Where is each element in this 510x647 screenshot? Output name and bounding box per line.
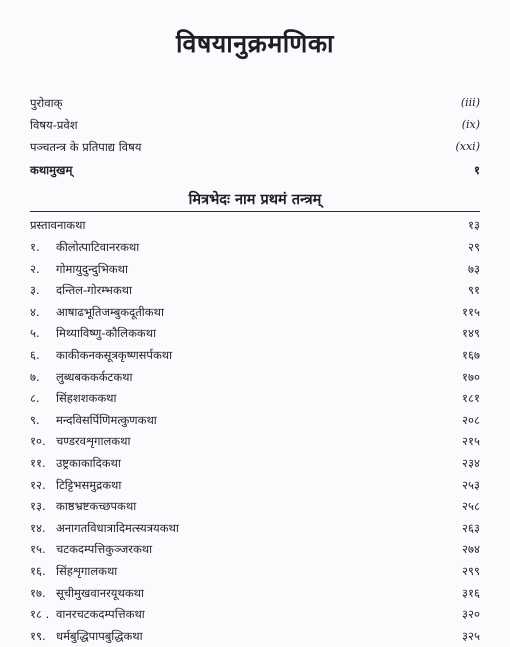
toc-entry[interactable] — [30, 388, 480, 408]
toc-entry-page: २१५ — [462, 434, 480, 449]
toc-entry[interactable] — [30, 345, 480, 365]
toc-entry-page: १६७ — [462, 348, 480, 362]
toc-entry-page: (xxi) — [455, 140, 480, 153]
toc-entry-label: अनागतविधात्रादिमत्स्यत्रयकथा — [56, 520, 179, 535]
toc-entry[interactable] — [30, 259, 480, 279]
toc-entry-page: २०८ — [462, 412, 480, 427]
toc-entry-page: २३४ — [462, 456, 480, 470]
toc-entry-page: २९९ — [462, 564, 480, 578]
toc-entry-label: कीलोत्पाटिवानरकथा — [56, 240, 140, 254]
toc-entry-page: २९ — [468, 240, 480, 254]
toc-entry-page: ३२५ — [462, 628, 480, 643]
toc-entry[interactable] — [30, 410, 480, 430]
toc-entry-page: ७३ — [468, 261, 480, 276]
toc-entry-label: वानरचटकदम्पत्तिकथा — [56, 607, 145, 622]
toc-entry-page: (ix) — [461, 118, 480, 131]
toc-entry-label: लुब्धबककर्कटकथा — [56, 369, 133, 384]
toc-entry-label: प्रस्तावनाकथा — [30, 218, 86, 232]
toc-entry-label: दन्तिल-गोरम्भकथा — [56, 283, 132, 298]
toc-entry-number: ६. — [30, 348, 40, 362]
toc-entry-label: काष्ठभ्रष्टकच्छपकथा — [56, 499, 137, 514]
toc-entry-page: १८१ — [462, 391, 480, 406]
toc-entry[interactable] — [30, 583, 480, 603]
toc-entry-page: ३२० — [462, 607, 480, 622]
toc-entry-number: ५. — [30, 326, 40, 341]
toc-entry-label: सिंहशशककथा — [56, 391, 117, 406]
toc-entry-label: कथामुखम् — [30, 163, 73, 177]
toc-entry-label: धर्मबुद्धिपापबुद्धिकथा — [56, 628, 143, 643]
toc-entry-page: २५३ — [462, 477, 480, 492]
toc-entry[interactable] — [30, 302, 480, 322]
toc-entry-label: काकीकनकसूत्रकृष्णसर्पकथा — [56, 348, 173, 362]
toc-entry-number: १२. — [30, 477, 46, 492]
toc-entry-page: ११५ — [462, 304, 480, 319]
toc-entry[interactable] — [30, 93, 480, 113]
toc-entry-label: मन्दविसर्पिणिमत्कुणकथा — [56, 412, 157, 427]
toc-entry-page: २५८ — [462, 499, 480, 514]
toc-entry[interactable] — [30, 367, 480, 387]
toc-entry-label: विषय-प्रवेश — [30, 118, 78, 132]
toc-entry[interactable] — [30, 431, 480, 451]
toc-entry[interactable] — [30, 626, 480, 646]
toc-entry-label: सिंहशृगालकथा — [56, 564, 118, 578]
page-title: विषयानुक्रमणिका — [175, 29, 335, 58]
toc-entry[interactable] — [30, 160, 480, 180]
section-divider — [30, 211, 480, 212]
toc-entry[interactable] — [30, 237, 480, 257]
toc-entry-page: २६३ — [462, 520, 480, 535]
toc-entry[interactable] — [30, 496, 480, 516]
toc-entry-number: ८. — [30, 391, 40, 406]
toc-entry-label: गोमायुदुन्दुभिकथा — [56, 261, 128, 276]
toc-entry-label: पुरोवाक् — [30, 96, 63, 110]
toc-entry-number: १८ . — [30, 607, 50, 622]
toc-entry-number: ४. — [30, 304, 40, 319]
toc-entry-page: १३ — [468, 218, 480, 232]
toc-entry-label: टिट्टिभसमुद्रकथा — [56, 477, 122, 492]
toc-entry-number: ७. — [30, 369, 40, 384]
section-heading: मित्रभेदः नाम प्रथमं तन्त्रम् — [188, 192, 322, 208]
toc-entry-number: ९. — [30, 412, 40, 427]
toc-entry-page: ९१ — [468, 283, 480, 298]
toc-entry-number: २. — [30, 261, 40, 276]
toc-entry-number: ३. — [30, 283, 40, 298]
toc-entry-number: १३. — [30, 499, 46, 514]
toc-entry[interactable] — [30, 453, 480, 473]
toc-entry-number: १. — [30, 240, 40, 254]
toc-entry-label: उष्ट्रकाकादिकथा — [56, 456, 121, 470]
toc-entry[interactable] — [30, 539, 480, 559]
toc-entry-number: १४. — [30, 520, 46, 535]
toc-entry[interactable] — [30, 323, 480, 343]
toc-entry[interactable] — [30, 115, 480, 135]
toc-entry[interactable] — [30, 215, 480, 235]
toc-entry-label: आषाढभूतिजम्बुकदूतीकथा — [56, 304, 164, 319]
toc-entry-label: चटकदम्पत्तिकुञ्जरकथा — [56, 542, 153, 557]
toc-entry[interactable] — [30, 280, 480, 300]
toc-entry-page: २७४ — [462, 542, 480, 557]
toc-entry-number: ११. — [30, 456, 46, 470]
toc-entry[interactable] — [30, 604, 480, 624]
toc-entry-page: ३१६ — [462, 585, 480, 600]
toc-entry[interactable] — [30, 518, 480, 538]
toc-entry-number: १०. — [30, 434, 46, 449]
toc-entry-page: (iii) — [460, 96, 480, 109]
toc-entry[interactable] — [30, 561, 480, 581]
toc-entry-page: १ — [474, 163, 480, 177]
toc-entry-number: १९. — [30, 628, 46, 643]
toc-entry[interactable] — [30, 137, 480, 157]
toc-entry-number: १६. — [30, 564, 46, 578]
toc-entry-label: पञ्चतन्त्र के प्रतिपाद्य विषय — [30, 140, 142, 154]
toc-entry[interactable] — [30, 475, 480, 495]
toc-entry-page: १४९ — [462, 326, 480, 341]
toc-entry-number: १५. — [30, 542, 46, 557]
toc-entry-number: १७. — [30, 585, 46, 600]
toc-entry-page: १७० — [462, 369, 480, 384]
toc-entry-label: सूचीमुखवानरयूथकथा — [56, 585, 144, 600]
toc-entry-label: मिथ्याविष्णु-कौलिककथा — [56, 326, 157, 341]
toc-entry-label: चण्डरवशृगालकथा — [56, 434, 131, 449]
